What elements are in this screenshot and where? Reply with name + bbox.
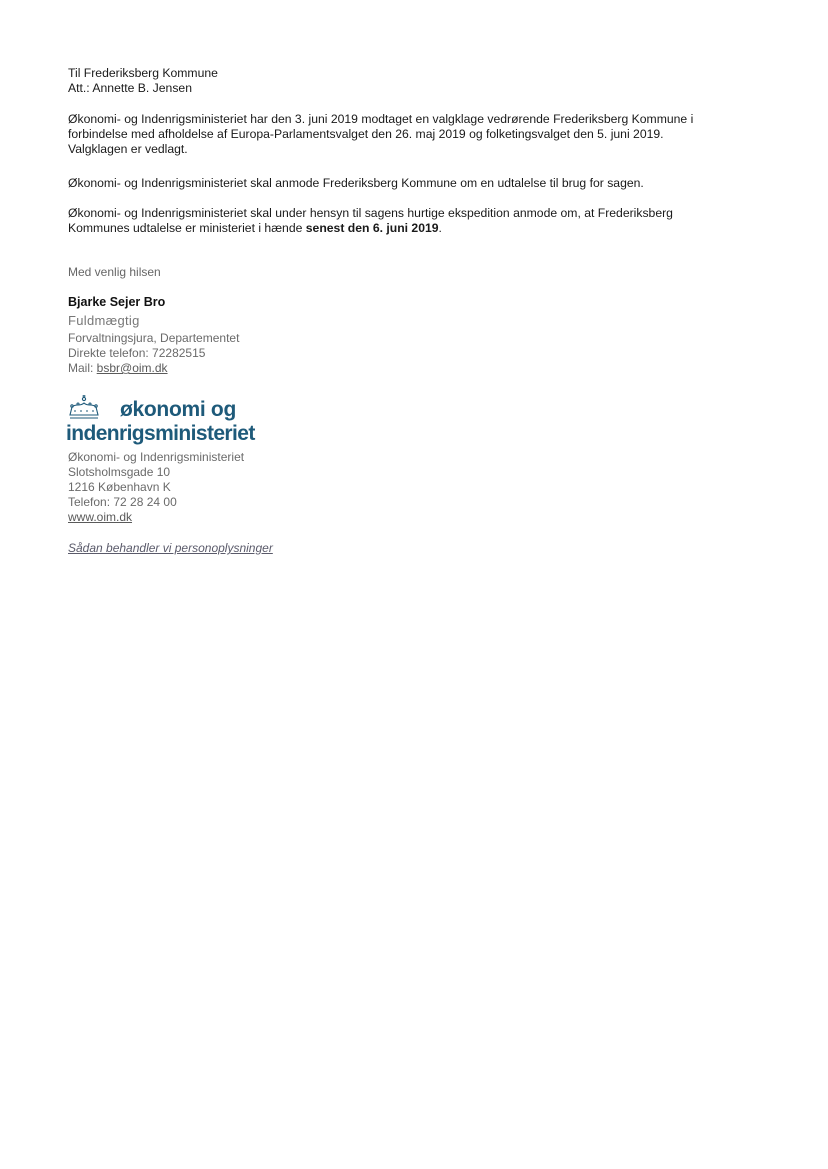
paragraph-3-period: . (438, 221, 442, 235)
signature-title: Fuldmægtig (68, 313, 140, 328)
paragraph-1-line-3: Valgklagen er vedlagt. (68, 142, 188, 156)
org-street: Slotsholmsgade 10 (68, 465, 171, 479)
privacy-policy-link[interactable]: Sådan behandler vi personoplysninger (68, 541, 273, 555)
website-link[interactable]: www.oim.dk (68, 510, 133, 524)
org-phone: Telefon: 72 28 24 00 (68, 495, 177, 509)
logo-text-line-2: indenrigsministeriet (66, 422, 255, 445)
mail-label: Mail: (68, 361, 97, 375)
paragraph-1-line-1: Økonomi- og Indenrigsministeriet har den 3. juni 2019 modtaget en valgklage vedrørende Frederiksberg Kommune i (68, 112, 694, 126)
ministry-logo (66, 393, 266, 448)
deadline-text: senest den 6. juni 2019 (305, 221, 439, 235)
signature-name: Bjarke Sejer Bro (68, 295, 166, 309)
closing-greeting: Med venlig hilsen (68, 265, 161, 279)
org-city: 1216 København K (68, 480, 171, 494)
signature-mail (68, 361, 168, 376)
logo-text-line-1: økonomi og (120, 398, 236, 421)
signature-department: Forvaltningsjura, Departementet (68, 331, 240, 345)
paragraph-3-text: Kommunes udtalelse er ministeriet i hænde (68, 221, 306, 235)
paragraph-3-line-1: Økonomi- og Indenrigsministeriet skal under hensyn til sagens hurtige ekspedition anmode om, at Frederiksberg (68, 206, 673, 220)
paragraph-3-line-2 (68, 221, 442, 236)
crown-icon (66, 393, 102, 423)
paragraph-2: Økonomi- og Indenrigsministeriet skal anmode Frederiksberg Kommune om en udtalelse til brug for sagen. (68, 176, 644, 190)
signature-phone: Direkte telefon: 72282515 (68, 346, 206, 360)
recipient-line: Til Frederiksberg Kommune (68, 66, 218, 80)
org-name: Økonomi- og Indenrigsministeriet (68, 450, 245, 464)
attention-line: Att.: Annette B. Jensen (68, 81, 192, 95)
mail-link[interactable]: bsbr@oim.dk (96, 361, 168, 375)
org-website (68, 510, 132, 525)
paragraph-1-line-2: forbindelse med afholdelse af Europa-Parlamentsvalget den 26. maj 2019 og folketingsvalget den 5. juni 2019. (68, 127, 664, 141)
